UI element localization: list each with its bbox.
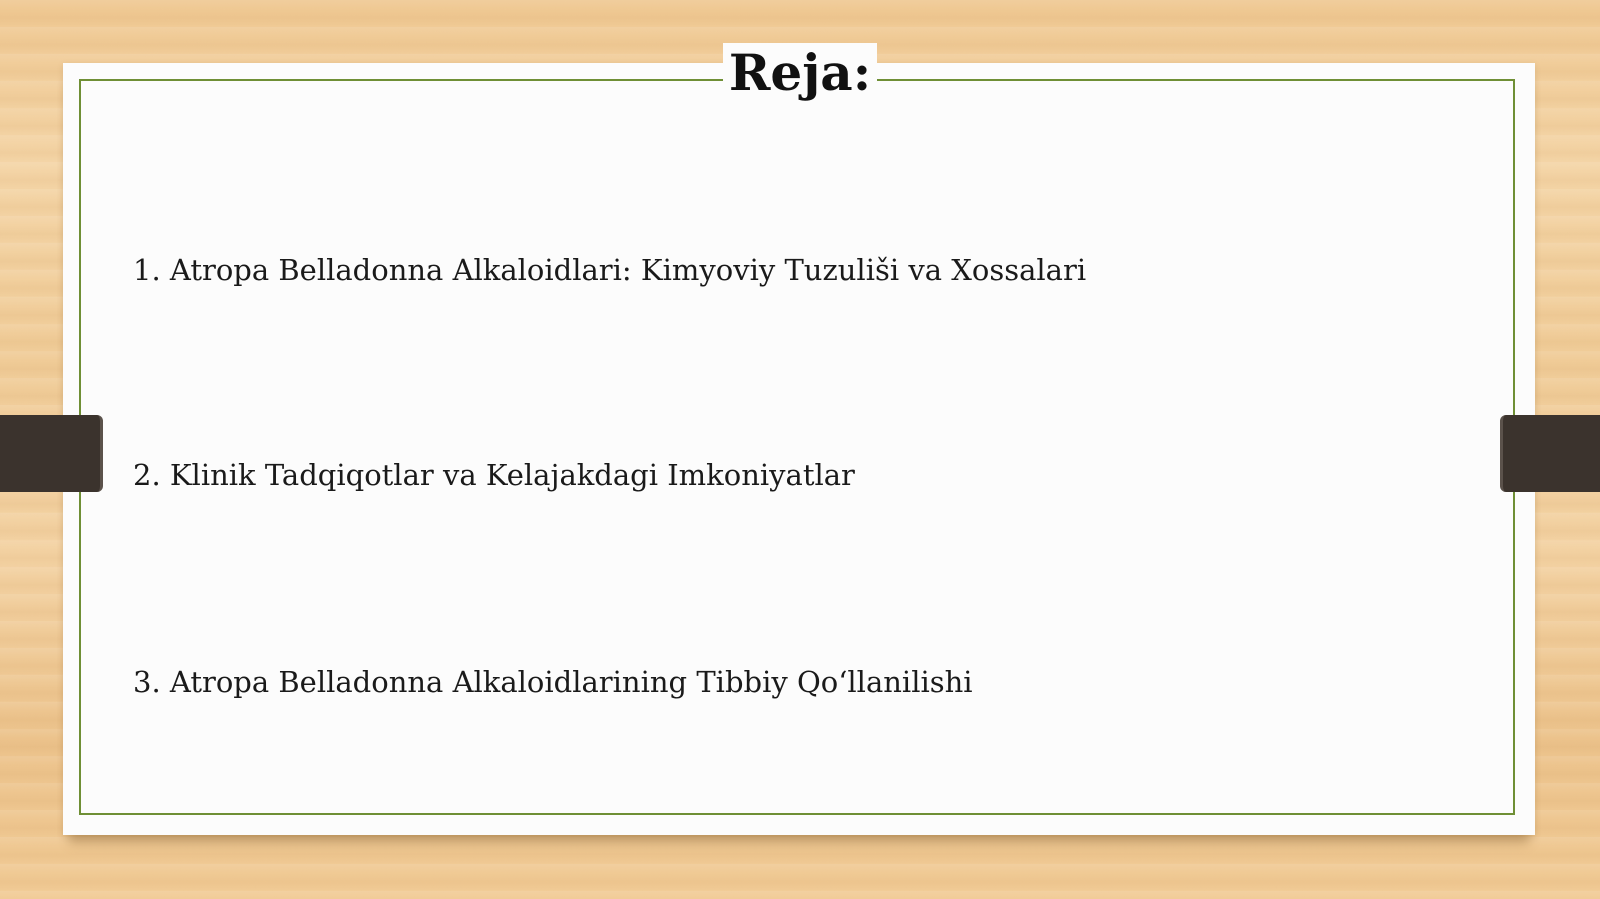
slide-sheet [63, 63, 1535, 835]
slide-title [0, 38, 1600, 108]
slide-title-text: Reja: [723, 43, 877, 102]
right-side-tab [1500, 415, 1600, 492]
agenda-item-3: 3. Atropa Belladonna Alkaloidlarining Tibbiy Qo‘llanilishi [133, 665, 973, 699]
agenda-item-1: 1. Atropa Belladonna Alkaloidlari: Kimyoviy Tuzuliši va Xossalari [133, 253, 1087, 287]
left-side-tab [0, 415, 103, 492]
agenda-item-2: 2. Klinik Tadqiqotlar va Kelajakdagi Imkoniyatlar [133, 458, 855, 492]
slide-frame-border [79, 79, 1515, 815]
